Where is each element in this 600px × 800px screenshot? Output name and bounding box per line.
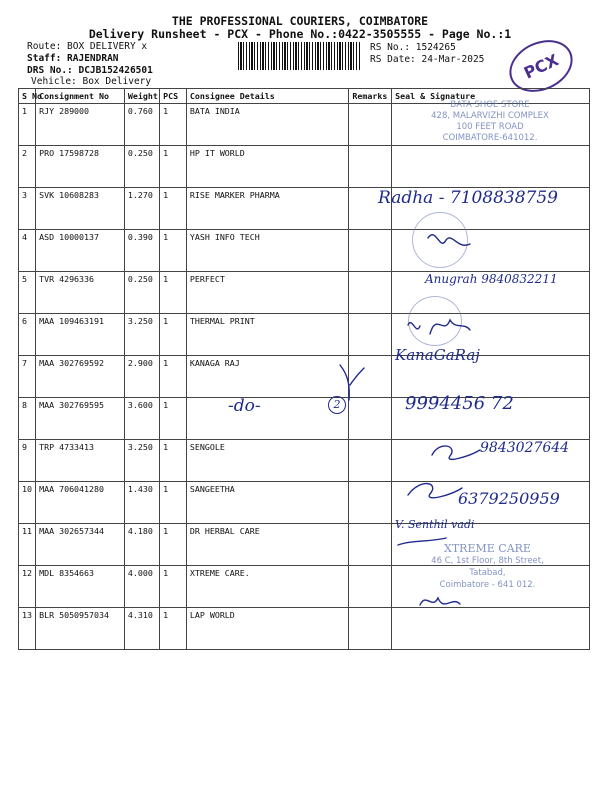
header-consignee: Consignee Details bbox=[186, 89, 349, 104]
signature-scribble bbox=[420, 598, 460, 605]
signature-scribble bbox=[432, 446, 480, 459]
header-pcs: PCS bbox=[160, 89, 187, 104]
cell-consignment: BLR 5050957034 bbox=[36, 608, 125, 650]
cell-weight: 1.270 bbox=[124, 188, 159, 230]
cell-pcs: 1 bbox=[160, 272, 187, 314]
cell-consignee: SENGOLE bbox=[186, 440, 349, 482]
cell-consignment: PRO 17598728 bbox=[36, 146, 125, 188]
rs-number: RS No.: 1524265 bbox=[370, 42, 456, 53]
cell-sno: 2 bbox=[19, 146, 36, 188]
cell-weight: 0.250 bbox=[124, 272, 159, 314]
cell-pcs: 1 bbox=[160, 356, 187, 398]
cell-consignee: THERMAL PRINT bbox=[186, 314, 349, 356]
cell-sno: 9 bbox=[19, 440, 36, 482]
cell-sno: 6 bbox=[19, 314, 36, 356]
handwritten-phone: 9843027644 bbox=[480, 440, 570, 456]
cell-consignment: TRP 4733413 bbox=[36, 440, 125, 482]
signature-scribble bbox=[428, 235, 470, 245]
cell-weight: 4.310 bbox=[124, 608, 159, 650]
cell-consignment: SVK 10608283 bbox=[36, 188, 125, 230]
cell-weight: 0.760 bbox=[124, 104, 159, 146]
header-sno: S No bbox=[19, 89, 36, 104]
cell-consignee: YASH INFO TECH bbox=[186, 230, 349, 272]
header-consignment: Consignment No bbox=[36, 89, 125, 104]
pcx-stamp: PCX bbox=[501, 30, 581, 101]
cell-consignment: TVR 4296336 bbox=[36, 272, 125, 314]
rs-date: RS Date: 24-Mar-2025 bbox=[370, 54, 485, 65]
vehicle-info: Vehicle: Box Delivery bbox=[31, 76, 152, 87]
cell-consignment: MAA 706041280 bbox=[36, 482, 125, 524]
cell-pcs: 1 bbox=[160, 230, 187, 272]
handwritten-count: 2 bbox=[328, 396, 346, 414]
cell-weight: 3.250 bbox=[124, 314, 159, 356]
cell-sno: 5 bbox=[19, 272, 36, 314]
cell-pcs: 1 bbox=[160, 440, 187, 482]
cell-pcs: 1 bbox=[160, 566, 187, 608]
cell-consignment: MDL 8354663 bbox=[36, 566, 125, 608]
handwritten-phone: 6379250959 bbox=[458, 489, 560, 508]
cell-sno: 13 bbox=[19, 608, 36, 650]
handwritten-signature: Radha - 7108838759 bbox=[378, 188, 559, 208]
cell-sno: 7 bbox=[19, 356, 36, 398]
cell-weight: 3.250 bbox=[124, 440, 159, 482]
cell-weight: 4.000 bbox=[124, 566, 159, 608]
handwritten-signature: KanaGaRaj bbox=[395, 346, 480, 364]
header-signature: Seal & Signature bbox=[392, 89, 590, 104]
cell-consignment: MAA 302657344 bbox=[36, 524, 125, 566]
handwritten-signature: Anugrah 9840832211 bbox=[425, 272, 558, 286]
cell-consignee: DR HERBAL CARE bbox=[186, 524, 349, 566]
cell-consignee: KANAGA RAJ bbox=[186, 356, 349, 398]
cell-sno: 4 bbox=[19, 230, 36, 272]
cell-sno: 10 bbox=[19, 482, 36, 524]
cell-sno: 12 bbox=[19, 566, 36, 608]
route-info: Route: BOX DELIVERY x bbox=[27, 41, 148, 52]
cell-pcs: 1 bbox=[160, 398, 187, 440]
staff-info: Staff: RAJENDRAN bbox=[27, 53, 119, 64]
cell-consignee: PERFECT bbox=[186, 272, 349, 314]
cell-consignee: HP IT WORLD bbox=[186, 146, 349, 188]
handwritten-phone: 9994456 72 bbox=[405, 393, 514, 414]
xtreme-stamp: XTREME CARE 46 C, 1st Floor, 8th Street, Tatabad, Coimbatore - 641 012. bbox=[431, 542, 544, 590]
cell-sno: 8 bbox=[19, 398, 36, 440]
cell-weight: 2.900 bbox=[124, 356, 159, 398]
cell-pcs: 1 bbox=[160, 104, 187, 146]
signature-scribble bbox=[408, 320, 470, 334]
signature-scribble bbox=[340, 365, 364, 400]
cell-sno: 1 bbox=[19, 104, 36, 146]
cell-consignment: MAA 302769595 bbox=[36, 398, 125, 440]
cell-consignment: RJY 289000 bbox=[36, 104, 125, 146]
cell-consignee: LAP WORLD bbox=[186, 608, 349, 650]
cell-weight: 0.390 bbox=[124, 230, 159, 272]
cell-weight: 4.180 bbox=[124, 524, 159, 566]
cell-consignment: MAA 302769592 bbox=[36, 356, 125, 398]
cell-consignee: XTREME CARE. bbox=[186, 566, 349, 608]
cell-pcs: 1 bbox=[160, 314, 187, 356]
cell-consignee: BATA INDIA bbox=[186, 104, 349, 146]
cell-pcs: 1 bbox=[160, 482, 187, 524]
cell-consignment: ASD 10000137 bbox=[36, 230, 125, 272]
signature-scribble bbox=[398, 538, 446, 545]
cell-sno: 11 bbox=[19, 524, 36, 566]
header-remarks: Remarks bbox=[349, 89, 392, 104]
header-weight: Weight bbox=[124, 89, 159, 104]
cell-pcs: 1 bbox=[160, 608, 187, 650]
drs-info: DRS No.: DCJB152426501 bbox=[27, 65, 153, 76]
cell-pcs: 1 bbox=[160, 146, 187, 188]
handwritten-signature: V. Senthil vadi bbox=[395, 518, 475, 531]
cell-consignee: RISE MARKER PHARMA bbox=[186, 188, 349, 230]
cell-weight: 0.250 bbox=[124, 146, 159, 188]
signature-scribble bbox=[408, 484, 462, 498]
bata-stamp: BATA SHOE STORE 428, MALARVIZHI COMPLEX 100 FEET ROAD COIMBATORE-641012. bbox=[431, 100, 549, 143]
cell-consignment: MAA 109463191 bbox=[36, 314, 125, 356]
cell-pcs: 1 bbox=[160, 524, 187, 566]
runsheet-subtitle: Delivery Runsheet - PCX - Phone No.:0422-3505555 - Page No.:1 bbox=[88, 27, 512, 41]
cell-sno: 3 bbox=[19, 188, 36, 230]
cell-consignee: SANGEETHA bbox=[186, 482, 349, 524]
cell-weight: 3.600 bbox=[124, 398, 159, 440]
handwritten-ditto: -do- bbox=[228, 396, 261, 416]
company-title: THE PROFESSIONAL COURIERS, COIMBATORE bbox=[171, 14, 429, 28]
cell-pcs: 1 bbox=[160, 188, 187, 230]
cell-weight: 1.430 bbox=[124, 482, 159, 524]
